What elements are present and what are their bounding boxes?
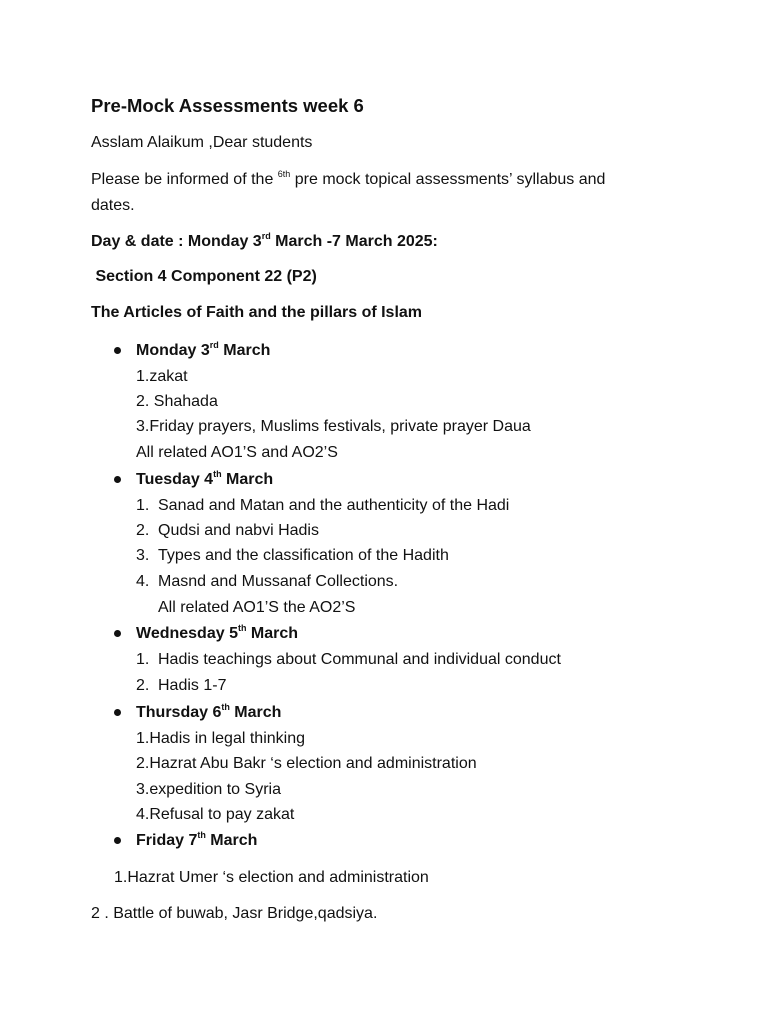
- day-post: March: [246, 625, 299, 642]
- day-pre: Tuesday 4: [136, 471, 214, 488]
- list-item: Sanad and Matan and the authenticity of the Hadi: [158, 497, 510, 514]
- tuesday-note: All related AO1’S the AO2’S: [158, 599, 356, 616]
- list-number: 1.: [136, 497, 150, 514]
- day-tuesday: [136, 470, 273, 490]
- list-item: Hadis 1-7: [158, 677, 227, 694]
- day-sup: th: [213, 468, 222, 479]
- bullet-icon: [114, 347, 121, 354]
- dates-line: [91, 232, 438, 252]
- day-thursday: [136, 703, 281, 723]
- final-line: 2 . Battle of buwab, Jasr Bridge,qadsiya.: [91, 905, 378, 922]
- intro-sup: 6th: [277, 168, 291, 179]
- dates-sup: rd: [261, 230, 271, 241]
- thursday-line: 1.Hadis in legal thinking: [136, 730, 305, 747]
- friday-line: 1.Hazrat Umer ‘s election and administration: [114, 869, 429, 886]
- day-post: March: [229, 704, 282, 721]
- bullet-icon: [114, 837, 121, 844]
- monday-line: 2. Shahada: [136, 393, 218, 410]
- day-post: March: [221, 471, 274, 488]
- day-sup: th: [221, 701, 230, 712]
- bullet-icon: [114, 476, 121, 483]
- list-number: 2.: [136, 677, 150, 694]
- list-item: Types and the classification of the Hadith: [158, 547, 449, 564]
- day-post: March: [218, 342, 271, 359]
- dates-pre: Day & date : Monday 3: [91, 233, 262, 250]
- list-number: 4.: [136, 573, 150, 590]
- monday-line: 3.Friday prayers, Muslims festivals, private prayer Daua: [136, 418, 531, 435]
- day-sup: th: [197, 829, 206, 840]
- day-sup: rd: [209, 339, 219, 350]
- list-item: Hadis teachings about Communal and individual conduct: [158, 651, 561, 668]
- intro-line-2: dates.: [91, 197, 135, 214]
- monday-line: 1.zakat: [136, 368, 188, 385]
- intro-line: [91, 170, 605, 190]
- day-pre: Monday 3: [136, 342, 210, 359]
- day-pre: Friday 7: [136, 832, 198, 849]
- intro-post: pre mock topical assessments’ syllabus and: [290, 171, 606, 188]
- list-number: 2.: [136, 522, 150, 539]
- dates-post: March -7 March 2025:: [270, 233, 438, 250]
- list-number: 3.: [136, 547, 150, 564]
- day-pre: Thursday 6: [136, 704, 222, 721]
- intro-pre: Please be informed of the: [91, 171, 278, 188]
- greeting: Asslam Alaikum ,Dear students: [91, 134, 313, 151]
- day-wednesday: [136, 624, 298, 644]
- thursday-line: 3.expedition to Syria: [136, 781, 281, 798]
- list-item: Qudsi and nabvi Hadis: [158, 522, 319, 539]
- day-post: March: [205, 832, 258, 849]
- day-monday: [136, 341, 270, 361]
- monday-line: All related AO1’S and AO2’S: [136, 444, 338, 461]
- list-item: Masnd and Mussanaf Collections.: [158, 573, 399, 590]
- topic-heading: The Articles of Faith and the pillars of Islam: [91, 304, 423, 321]
- day-sup: th: [237, 622, 247, 633]
- section-heading: Section 4 Component 22 (P2): [91, 268, 317, 285]
- day-pre: Wednesday 5: [136, 625, 238, 642]
- thursday-line: 2.Hazrat Abu Bakr ‘s election and administration: [136, 755, 477, 772]
- day-friday: [136, 831, 257, 851]
- bullet-icon: [114, 709, 121, 716]
- thursday-line: 4.Refusal to pay zakat: [136, 806, 295, 823]
- list-number: 1.: [136, 651, 150, 668]
- page-title: Pre-Mock Assessments week 6: [91, 95, 364, 116]
- bullet-icon: [114, 630, 121, 637]
